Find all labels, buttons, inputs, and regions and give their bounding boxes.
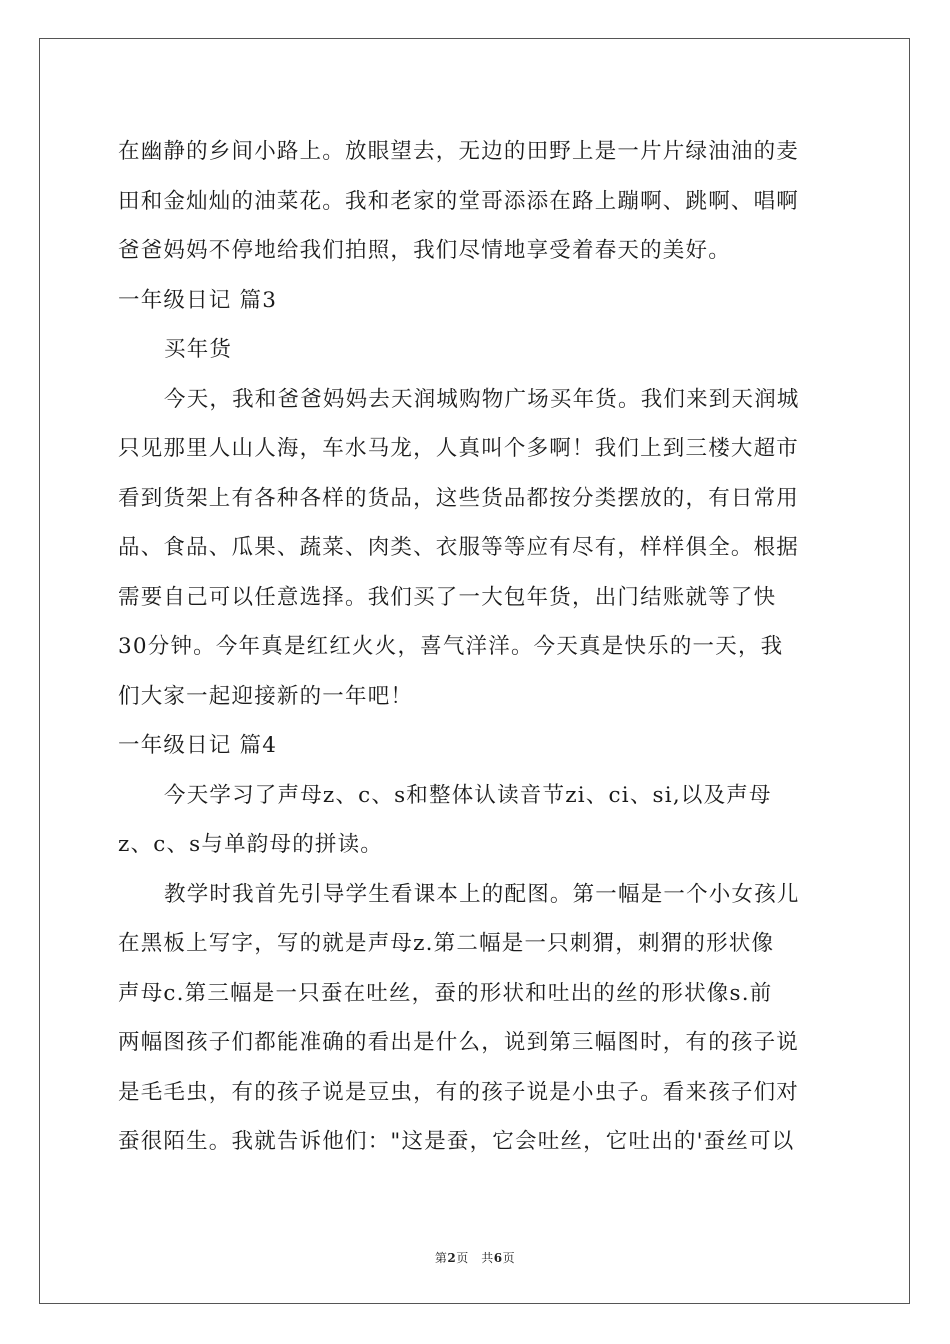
total-page-number: 6 xyxy=(493,1251,503,1265)
entry-title: 买年货 xyxy=(164,337,233,362)
page-footer xyxy=(0,1249,950,1266)
body-line: 在黑板上写字，写的就是声母z.第二幅是一只刺猬，刺猬的形状像 xyxy=(118,931,775,956)
body-line: 在幽静的乡间小路上。放眼望去，无边的田野上是一片片绿油油的麦 xyxy=(118,139,800,164)
body-line: 今天，我和爸爸妈妈去天润城购物广场买年货。我们来到天润城 xyxy=(164,386,800,412)
body-line: 爸爸妈妈不停地给我们拍照，我们尽情地享受着春天的美好。 xyxy=(118,238,731,263)
body-line: 今天学习了声母z、c、s和整体认读音节zi、ci、si,以及声母 xyxy=(164,782,772,808)
page-suffix: 页 xyxy=(502,1251,516,1265)
page-mid: 页 共 xyxy=(456,1251,494,1265)
body-line: z、c、s与单韵母的拼读。 xyxy=(118,832,384,857)
body-line: 是毛毛虫，有的孩子说是豆虫，有的孩子说是小虫子。看来孩子们对 xyxy=(118,1079,800,1105)
page-prefix: 第 xyxy=(434,1251,448,1265)
body-line: 教学时我首先引导学生看课本上的配图。第一幅是一个小女孩儿 xyxy=(164,881,800,907)
body-line: 看到货架上有各种各样的货品，这些货品都按分类摆放的，有日常用 xyxy=(118,485,800,511)
current-page-number: 2 xyxy=(447,1251,457,1265)
body-line: 30分钟。今年真是红红火火，喜气洋洋。今天真是快乐的一天，我 xyxy=(118,634,784,659)
body-line: 只见那里人山人海，车水马龙，人真叫个多啊！我们上到三楼大超市 xyxy=(118,436,800,461)
body-line: 两幅图孩子们都能准确的看出是什么，说到第三幅图时，有的孩子说 xyxy=(118,1030,800,1055)
body-line: 们大家一起迎接新的一年吧！ xyxy=(118,683,414,709)
section-heading: 一年级日记 篇3 xyxy=(118,287,278,313)
body-line: 品、食品、瓜果、蔬菜、肉类、衣服等等应有尽有，样样俱全。根据 xyxy=(118,535,800,560)
body-line: 需要自己可以任意选择。我们买了一大包年货，出门结账就等了快 xyxy=(118,584,777,610)
body-line: 蚕很陌生。我就告诉他们："这是蚕，它会吐丝，它吐出的'蚕丝可以 xyxy=(118,1129,795,1154)
section-heading: 一年级日记 篇4 xyxy=(118,733,278,758)
document-body xyxy=(118,127,838,1167)
body-line: 田和金灿灿的油菜花。我和老家的堂哥添添在路上蹦啊、跳啊、唱啊 xyxy=(118,188,800,214)
body-line: 声母c.第三幅是一只蚕在吐丝，蚕的形状和吐出的丝的形状像s.前 xyxy=(118,980,773,1006)
